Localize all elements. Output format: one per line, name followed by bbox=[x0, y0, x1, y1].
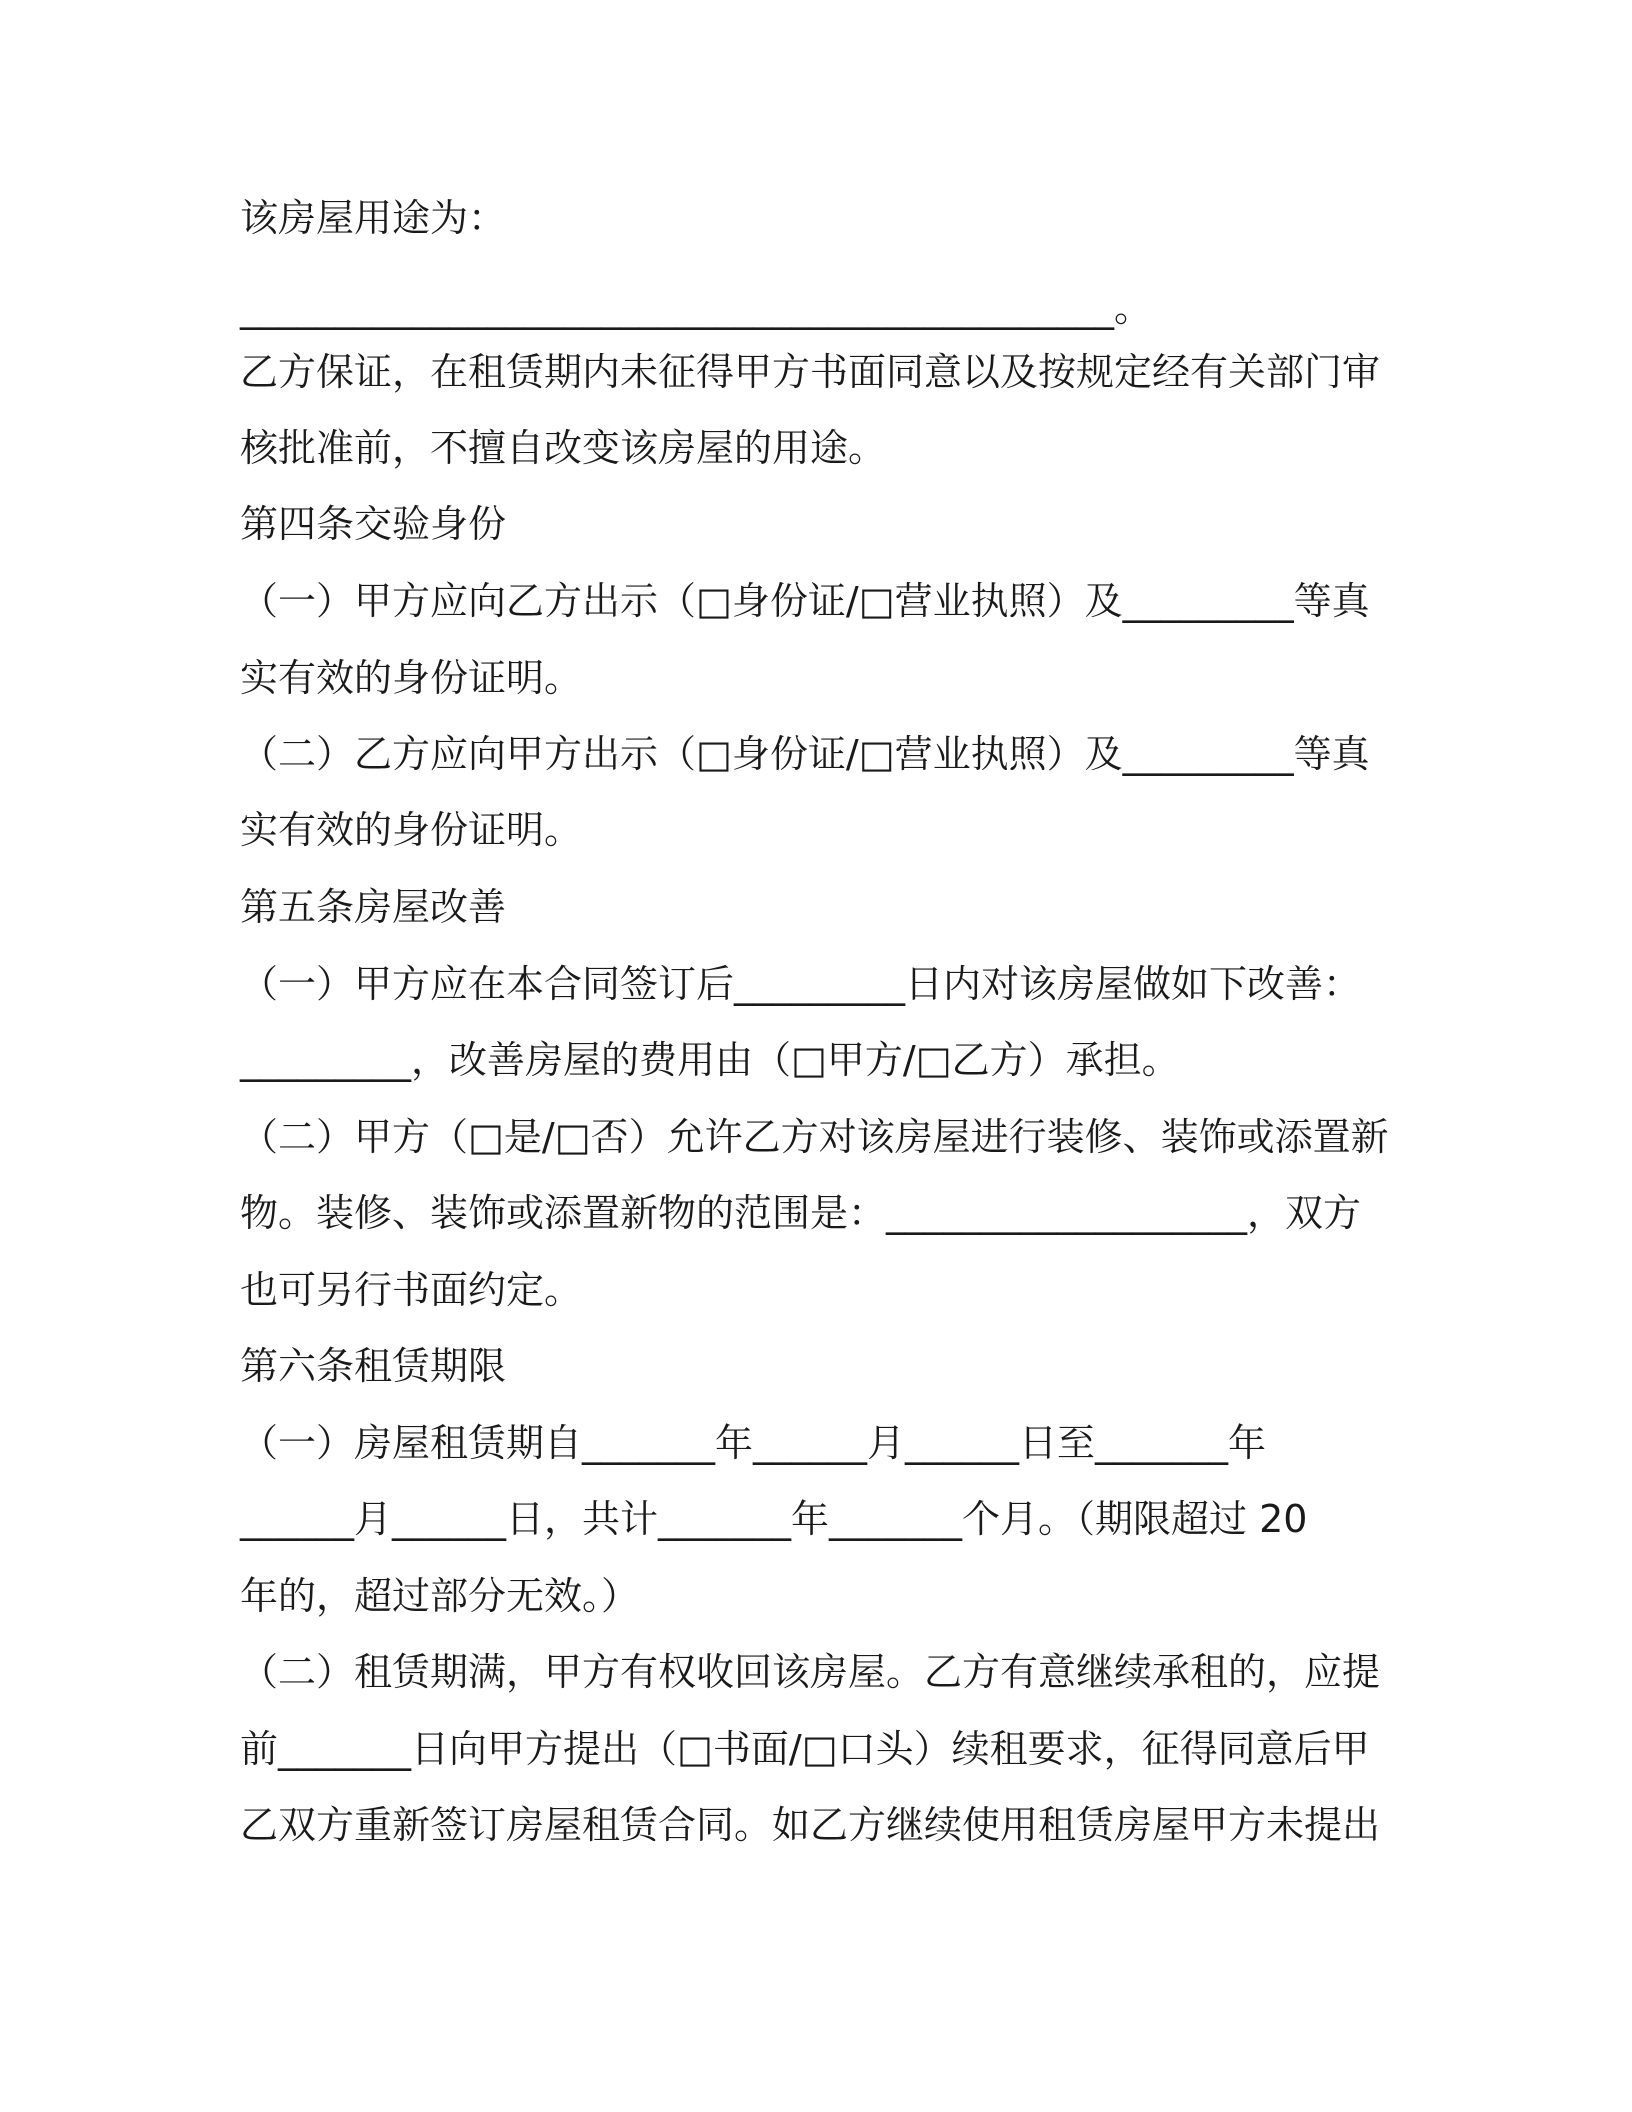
section-heading-article-6: 第六条租赁期限 bbox=[240, 1344, 507, 1388]
section-heading-article-5: 第五条房屋改善 bbox=[240, 885, 507, 929]
text-line: （一）房屋租赁期自_______年______月______日至_______年 bbox=[240, 1421, 1267, 1465]
text-line: 也可另行书面约定。 bbox=[240, 1268, 583, 1312]
text-line: _________，改善房屋的费用由（□甲方/□乙方）承担。 bbox=[240, 1038, 1180, 1082]
text-line: 前_______日向甲方提出（□书面/□口头）续租要求，征得同意后甲 bbox=[240, 1727, 1370, 1771]
text-line: 物。装修、装饰或添置新物的范围是：___________________，双方 bbox=[240, 1191, 1362, 1235]
text-line: 实有效的身份证明。 bbox=[240, 656, 583, 700]
text-line-usage-blank: ______________________________________________。 bbox=[240, 286, 1153, 330]
text-line-usage-label: 该房屋用途为： bbox=[240, 196, 507, 240]
text-line: （一）甲方应在本合同签订后_________日内对该房屋做如下改善： bbox=[240, 962, 1362, 1006]
text-line: 乙双方重新签订房屋租赁合同。如乙方继续使用租赁房屋甲方未提出 bbox=[240, 1803, 1381, 1847]
text-line: 实有效的身份证明。 bbox=[240, 808, 583, 852]
text-line: （一）甲方应向乙方出示（□身份证/□营业执照）及_________等真 bbox=[240, 579, 1370, 623]
text-line: 核批准前，不擅自改变该房屋的用途。 bbox=[240, 426, 887, 470]
text-line: ______月______日，共计_______年_______个月。（期限超过 20 bbox=[240, 1497, 1308, 1541]
text-line: 乙方保证，在租赁期内未征得甲方书面同意以及按规定经有关部门审 bbox=[240, 350, 1381, 394]
section-heading-article-4: 第四条交验身份 bbox=[240, 502, 507, 546]
text-line: （二）甲方（□是/□否）允许乙方对该房屋进行装修、装饰或添置新 bbox=[240, 1115, 1389, 1159]
text-line: （二）乙方应向甲方出示（□身份证/□营业执照）及_________等真 bbox=[240, 732, 1370, 776]
text-line: （二）租赁期满，甲方有权收回该房屋。乙方有意继续承租的，应提 bbox=[240, 1650, 1381, 1694]
text-line: 年的，超过部分无效。） bbox=[240, 1574, 640, 1618]
